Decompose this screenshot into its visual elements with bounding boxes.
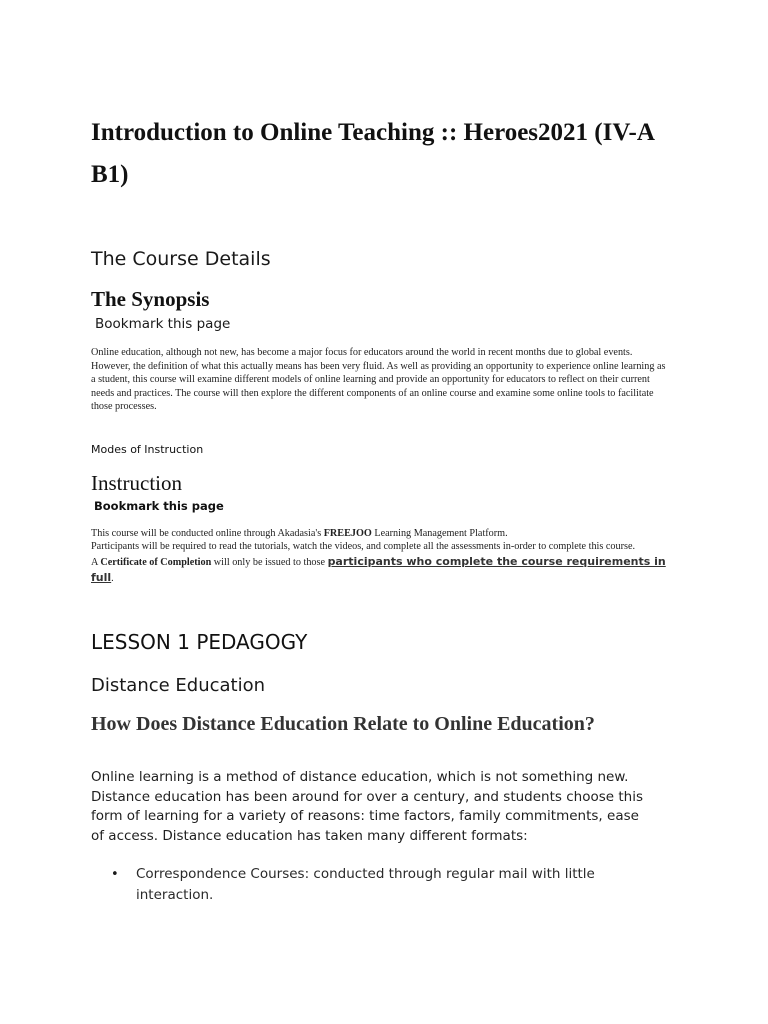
instruction-line-requirements: Participants will be required to read the tutorials, watch the videos, and complete all the assessments in-order to complete this course. bbox=[91, 541, 636, 553]
cert-middle: will only be issued to those bbox=[211, 556, 328, 568]
modes-of-instruction-label: Modes of Instruction bbox=[91, 443, 204, 456]
platform-name: FREEJOO bbox=[323, 528, 372, 539]
platform-suffix: Learning Management Platform. bbox=[371, 528, 508, 539]
requirements-link[interactable]: participants who complete the course requirements in full bbox=[91, 554, 666, 584]
relate-heading: How Does Distance Education Relate to Online Education? bbox=[91, 713, 595, 735]
synopsis-body: Online education, although not new, has become a major focus for educators around the world in recent months due to global events. However, the definition of what this actually means has been very fluid. As well as providing an opportunity to experience online learning as a student, this course will examine different models of online learning and provide an opportunity for educators to reflect on their current needs and practices. The course will then explore the different components of an online course and examine some online tools to facilitate those processes. bbox=[91, 347, 666, 413]
instruction-bookmark-link[interactable]: Bookmark this page bbox=[94, 499, 224, 513]
platform-prefix: This course will be conducted online through Akadasia's bbox=[91, 528, 324, 539]
instruction-line-certificate bbox=[91, 554, 671, 586]
synopsis-heading: The Synopsis bbox=[91, 287, 210, 311]
distance-education-heading: Distance Education bbox=[91, 675, 266, 696]
certificate-label: Certificate of Completion bbox=[100, 556, 212, 568]
instruction-line-platform bbox=[91, 527, 671, 540]
online-learning-paragraph: Online learning is a method of distance education, which is not something new. Distance education has been around for over a century, and students choose this form of learning for a variety of reasons: time factors, family commitments, ease of access. Distance education has taken many different formats: bbox=[91, 769, 643, 844]
page-title: Introduction to Online Teaching :: Heroes2021 (IV-A B1) bbox=[91, 119, 654, 188]
course-details-heading: The Course Details bbox=[91, 248, 271, 270]
cert-prefix: A bbox=[91, 556, 101, 568]
formats-list bbox=[91, 864, 651, 906]
lesson-heading: LESSON 1 PEDAGOGY bbox=[91, 630, 308, 654]
list-item bbox=[91, 864, 651, 906]
instruction-heading: Instruction bbox=[91, 471, 182, 495]
bullet-icon: • bbox=[111, 867, 119, 882]
instruction-body bbox=[91, 527, 671, 586]
list-item-text: Correspondence Courses: conducted through regular mail with little interaction. bbox=[136, 866, 595, 903]
synopsis-bookmark-link[interactable]: Bookmark this page bbox=[95, 316, 231, 332]
cert-end: . bbox=[111, 572, 114, 584]
